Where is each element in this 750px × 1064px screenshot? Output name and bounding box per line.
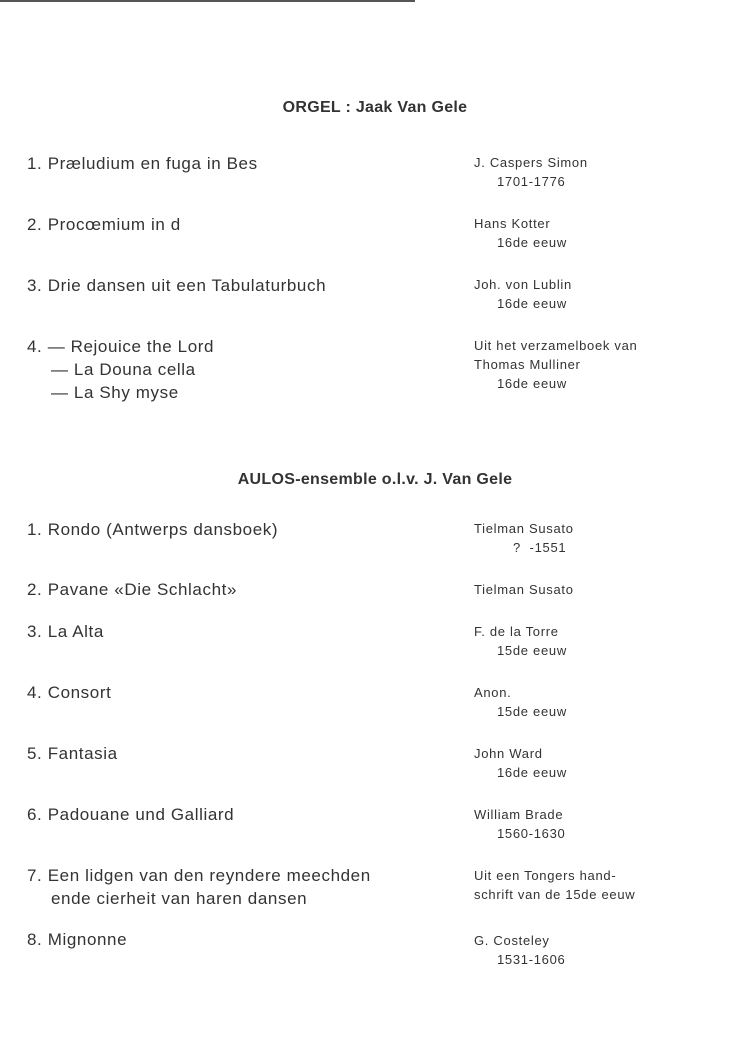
program-item: [27, 578, 457, 601]
work-title-continued: — La Douna cella: [51, 360, 196, 379]
work-title: 3. Drie dansen uit een Tabulaturbuch: [27, 276, 327, 295]
program-item: [27, 681, 457, 704]
composer-name: Tielman Susato: [474, 521, 574, 536]
program-item: [27, 864, 457, 910]
composer-dates: 1701-1776: [497, 174, 566, 189]
work-title: 8. Mignonne: [27, 930, 128, 949]
composer-name: William Brade: [474, 807, 564, 822]
composer-dates: ? -1551: [513, 540, 567, 555]
composer-name: Thomas Mulliner: [474, 357, 581, 372]
composer-info: [474, 805, 734, 843]
work-title: 1. Rondo (Antwerps dansboek): [27, 520, 279, 539]
composer-name: John Ward: [474, 746, 543, 761]
composer-name: Joh. von Lublin: [474, 277, 572, 292]
composer-info: [474, 683, 734, 721]
program-item: [27, 928, 457, 951]
section-title-orgel: ORGEL : Jaak Van Gele: [282, 99, 468, 116]
work-title-continued: ende cierheit van haren dansen: [51, 889, 308, 908]
composer-name: Uit een Tongers hand-: [474, 868, 617, 883]
composer-info: [474, 275, 734, 313]
composer-name: schrift van de 15de eeuw: [474, 887, 636, 902]
program-item: [27, 518, 457, 541]
work-title: 6. Padouane und Galliard: [27, 805, 235, 824]
program-item: [27, 620, 457, 643]
composer-dates: 1560-1630: [497, 826, 566, 841]
composer-name: G. Costeley: [474, 933, 550, 948]
composer-name: Anon.: [474, 685, 512, 700]
work-title: 1. Præludium en fuga in Bes: [27, 154, 258, 173]
composer-dates: 15de eeuw: [497, 704, 567, 719]
composer-dates: 16de eeuw: [497, 235, 567, 250]
top-rule: [0, 0, 415, 2]
composer-dates: 16de eeuw: [497, 296, 567, 311]
composer-info: [474, 214, 734, 252]
composer-info: [474, 744, 734, 782]
composer-name: Tielman Susato: [474, 582, 574, 597]
composer-info: [474, 866, 734, 904]
composer-info: [474, 336, 734, 393]
composer-info: [474, 580, 734, 599]
composer-dates: 15de eeuw: [497, 643, 567, 658]
work-title: 4. — Rejouice the Lord: [27, 337, 215, 356]
work-title: 4. Consort: [27, 683, 112, 702]
program-item: [27, 213, 457, 236]
composer-dates: 16de eeuw: [497, 765, 567, 780]
composer-dates: 1531-1606: [497, 952, 566, 967]
work-title: 3. La Alta: [27, 622, 104, 641]
program-item: [27, 335, 457, 404]
composer-dates: 16de eeuw: [497, 376, 567, 391]
section-title-aulos: AULOS-ensemble o.l.v. J. Van Gele: [237, 471, 513, 488]
program-item: [27, 274, 457, 297]
work-title: 2. Procœmium in d: [27, 215, 181, 234]
work-title-continued: — La Shy myse: [51, 383, 179, 402]
composer-info: [474, 931, 734, 969]
composer-info: [474, 519, 734, 557]
program-item: [27, 742, 457, 765]
work-title: 5. Fantasia: [27, 744, 118, 763]
composer-name: F. de la Torre: [474, 624, 559, 639]
work-title: 7. Een lidgen van den reyndere meechden: [27, 866, 371, 885]
program-item: [27, 803, 457, 826]
composer-info: [474, 153, 734, 191]
composer-info: [474, 622, 734, 660]
composer-name: J. Caspers Simon: [474, 155, 588, 170]
work-title: 2. Pavane «Die Schlacht»: [27, 580, 238, 599]
composer-name: Hans Kotter: [474, 216, 551, 231]
composer-name: Uit het verzamelboek van: [474, 338, 638, 353]
program-item: [27, 152, 457, 175]
